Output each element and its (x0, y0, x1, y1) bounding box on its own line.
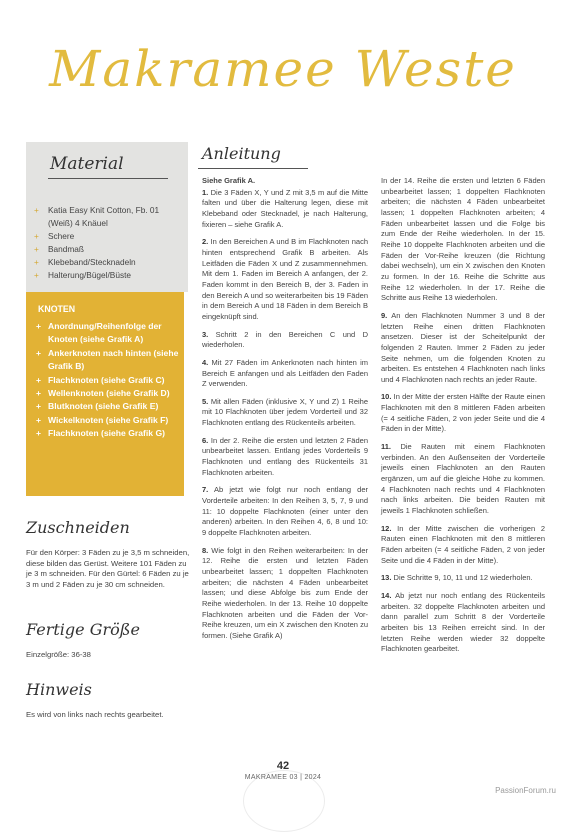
instruction-step: 5. Mit allen Fäden (inklusive X, Y und Z) 1 Reihe mit 10 Flachknoten über jedem Vorderteil und 32 Flachknoten entlang des Rückenteils arbeiten. (202, 396, 368, 428)
list-item: + Katia Easy Knit Cotton, Fb. 01 (Weiß) 4 Knäuel (34, 205, 160, 228)
instruction-step: 6. In der 2. Reihe die ersten und letzten 2 Fäden unbearbeitet lassen. Entlang jedes Vorderteils 9 Flachknoten und entlang des Rückenteils 31 Flachknoten arbeiten. (202, 435, 368, 477)
zuschneiden-heading: Zuschneiden (26, 518, 130, 537)
plus-icon: + (34, 270, 39, 280)
plus-icon: + (36, 401, 42, 412)
plus-icon: + (36, 374, 42, 385)
plus-icon: + (36, 321, 42, 331)
fertige-heading: Fertige Größe (26, 620, 140, 639)
watermark: PassionForum.ru (495, 786, 556, 795)
page-title: Makramee Weste (49, 40, 517, 98)
material-heading: Material (50, 154, 124, 174)
zuschneiden-text: Für den Körper: 3 Fäden zu je 3,5 m schneiden, diese bilden das Gerüst. Weitere 101 Fäden zu je 3 m schneiden. Für den Gürtel: 6 Fäden zu je 3 m und 2 Fäden zu je 30 cm schneiden. (26, 548, 190, 590)
instruction-step: 11. Die Rauten mit einem Flachknoten verbinden. An den Außenseiten der Vorderteile jeweils einen Flachknoten an den Rauten ergänzen, um auf die gleiche Höhe zu kommen. 4 Flachknoten nach rechts und 4 Flachknoten nach links arbeiten. Die beiden Rauten mit jeweils 1 Flachknoten schließen. (381, 442, 545, 516)
instruction-step: 7. Ab jetzt wie folgt nur noch entlang der Vorderteile arbeiten: In den Reihen 3, 5, 7, 9 und 11: 10 doppelte Flachknoten (einer unter den anderen) arbeiten. In den Reihen 4, 6, 8 und 10: 9 doppelte Flachknoten arbeiten. (202, 485, 368, 538)
fertige-text: Einzelgröße: 36-38 (26, 650, 91, 659)
instructions-column-2 (381, 176, 545, 662)
list-item: + Flachknoten (siehe Grafik G) (34, 427, 182, 440)
knoten-heading: KNOTEN (38, 304, 76, 314)
anleitung-heading: Anleitung (202, 144, 281, 163)
instruction-step: 1. Die 3 Fäden X, Y und Z mit 3,5 m auf die Mitte falten und über die Halterung legen, diese mit Klebeband oder Stecknadel, je nach Halterung, fixieren – siehe Grafik A. (202, 187, 368, 229)
list-item: + Wickelknoten (siehe Grafik F) (34, 414, 182, 427)
list-item: + Ankerknoten nach hinten (siehe Grafik B) (36, 347, 179, 372)
instruction-step: 12. In der Mitte zwischen die vorherigen 2 Rauten einen Flachknoten mit den 8 mittleren Fäden arbeiten (= 4 seitliche Fäden, 2 von jeder Seite und die 4 Fäden in der Mitte). (381, 523, 545, 565)
anleitung-subheading: Siehe Grafik A. (202, 176, 256, 185)
list-item: + Klebeband/Stecknadeln (34, 257, 136, 267)
plus-icon: + (36, 414, 42, 425)
instructions-column-1 (202, 176, 368, 649)
instruction-step: 14. Ab jetzt nur noch entlang des Rückenteils arbeiten. 32 doppelte Flachknoten arbeiten und dann parallel zum Schritt 8 der Vorderteile arbeiten bis 13 Reihen erreicht sind. In der letzten Reihe werden wieder 32 doppelte Flachknoten gearbeitet. (381, 590, 545, 654)
list-item: + Bandmaß (34, 244, 84, 254)
instruction-step: In der 14. Reihe die ersten und letzten 6 Fäden unbearbeitet lassen; 1 doppelten Flachknoten arbeiten; die nächsten 4 Fäden unbearbeitet lassen; 1 doppelten Flachknoten arbeiten; 4 Fäden unbearbeitet lassen und die Folge bis zum Ende der Reihe wiederholen. In der 15. Reihe 10 doppelte Flachknoten arbeiten und die Fäden der Vor-Reihe kreuzen (die Richtung dabei wechseln), um ein X zwischen den Knoten zu formen. In der 16. Reihe die Schritte aus Reihe 12 wiederholen. In der 17. Reihe die Schritte aus Reihe 13 wiederholen. (381, 176, 545, 303)
instruction-step: 4. Mit 27 Fäden im Ankerknoten nach hinten im Bereich E anfangen und als Leitfäden den Faden Z verwenden. (202, 357, 368, 389)
instruction-step: 10. In der Mitte der ersten Hälfte der Raute einen Flachknoten mit den 8 mittleren Fäden arbeiten (= 4 seitliche Fäden, 2 von jeder Seite und die 4 Fäden in der Mitte). (381, 392, 545, 434)
plus-icon: + (34, 257, 39, 267)
list-item: + Flachknoten (siehe Grafik C) (34, 374, 182, 387)
magazine-info: MAKRAMEE 03 | 2024 (244, 774, 322, 781)
list-item: + Blutknoten (siehe Grafik E) (34, 400, 182, 413)
plus-icon: + (36, 428, 42, 439)
hinweis-text: Es wird von links nach rechts gearbeitet. (26, 710, 164, 719)
material-box (26, 142, 188, 292)
plus-icon: + (34, 231, 39, 241)
list-item: + Wellenknoten (siehe Grafik D) (34, 387, 182, 400)
hinweis-heading: Hinweis (26, 680, 92, 699)
material-list (34, 204, 184, 282)
list-item: + Anordnung/Reihenfolge der Knoten (siehe Grafik A) (36, 321, 162, 345)
page-number: 42 (276, 760, 290, 772)
instruction-step: 3. Schritt 2 in den Bereichen C und D wiederholen. (202, 329, 368, 350)
plus-icon: + (36, 347, 42, 358)
list-item: + Schere (34, 231, 75, 241)
instruction-step: 9. An den Flachknoten Nummer 3 und 8 der letzten Reihe einen dritten Flachknoten ansetzen. Dieser ist der Scheitelpunkt der folgenden 2 Rauten. Immer 2 Fäden zu jeder Seite nehmen, um die folgenden Knoten zu arbeiten. Es entstehen 4 Flachknoten nach links und 4 Flachknoten nach rechts an jeder Raute. (381, 310, 545, 384)
plus-icon: + (34, 244, 39, 254)
plus-icon: + (34, 205, 39, 215)
list-item: + Halterung/Bügel/Büste (34, 270, 132, 280)
instruction-step: 2. In den Bereichen A und B im Flachknoten nach hinten entsprechend Grafik B arbeiten. Als Leitfäden die Fäden X und Z zusammennehmen. Mit dem 1. Faden im Bereich A anfangen, der 2. Faden kommt in den Bereich B, der 3. Faden in den Bereich A und so weiterarbeiten bis 19 Fäden in dem Bereich A und 18 Fäden in dem Bereich B eingeknüpft sind. (202, 237, 368, 321)
material-underline (48, 178, 168, 179)
instruction-step: 8. Wie folgt in den Reihen weiterarbeiten: In der 12. Reihe die ersten und letzten Fäden unbearbeitet lassen; 1 doppelten Flachknoten arbeiten; die nächsten 4 Fäden unbearbeitet lassen; und diese Abfolge bis zum Ende der Reihe wiederholen. In der 13. Reihe 10 doppelte Flachknoten arbeiten und die Fäden der Vor-Reihe kreuzen, um ein X zwischen den Knoten zu formen. (Siehe Grafik A) (202, 545, 368, 640)
plus-icon: + (36, 388, 42, 399)
knoten-list (34, 320, 182, 441)
anleitung-underline (198, 168, 308, 169)
instruction-step: 13. Die Schritte 9, 10, 11 und 12 wiederholen. (381, 573, 533, 583)
knoten-box (26, 292, 184, 496)
